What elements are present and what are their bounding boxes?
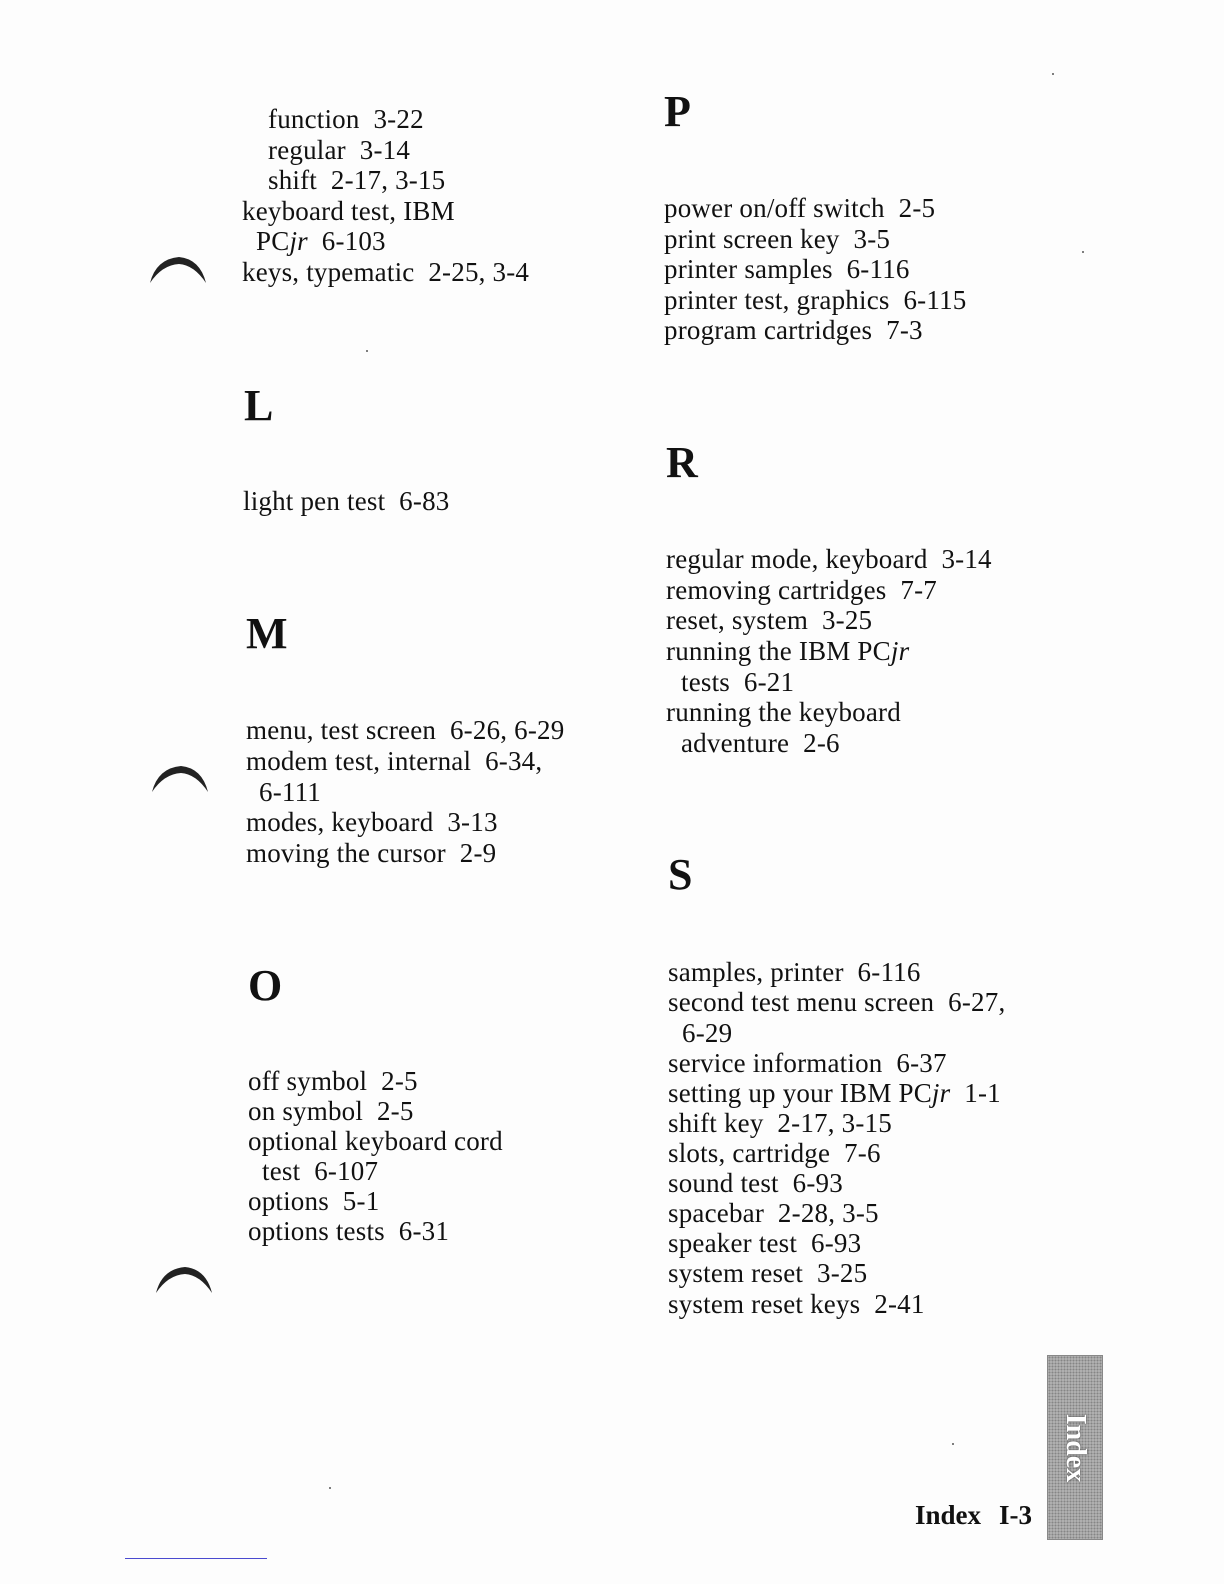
footer-section: Index — [915, 1500, 982, 1530]
speck — [329, 1487, 331, 1489]
index-entry: PCjr 6-103 — [256, 226, 386, 256]
index-entry: keyboard test, IBM — [242, 196, 455, 226]
index-entry: 6-111 — [259, 777, 321, 807]
index-entry: spacebar 2-28, 3-5 — [668, 1198, 879, 1228]
index-entry: samples, printer 6-116 — [668, 957, 921, 987]
index-entry: modes, keyboard 3-13 — [246, 807, 498, 837]
index-entry: shift key 2-17, 3-15 — [668, 1108, 892, 1138]
index-entry: test 6-107 — [262, 1156, 379, 1186]
index-entry: reset, system 3-25 — [666, 605, 873, 635]
page-footer — [915, 1500, 1032, 1530]
index-entry: menu, test screen 6-26, 6-29 — [246, 715, 565, 745]
index-entry: printer test, graphics 6-115 — [664, 285, 967, 315]
section-letter-r: R — [666, 438, 698, 487]
speck — [366, 350, 368, 352]
index-entry: adventure 2-6 — [681, 728, 840, 758]
speck — [1082, 251, 1084, 253]
index-entry: regular mode, keyboard 3-14 — [666, 544, 992, 574]
index-entry: printer samples 6-116 — [664, 254, 910, 284]
section-letter-s: S — [668, 850, 693, 899]
index-entry: speaker test 6-93 — [668, 1228, 862, 1258]
speck — [1052, 73, 1054, 75]
index-entry: light pen test 6-83 — [243, 486, 450, 516]
index-entry: tests 6-21 — [681, 667, 795, 697]
index-tab-label: Index — [1060, 1413, 1091, 1482]
index-entry: 6-29 — [682, 1018, 733, 1048]
scan-underline — [125, 1558, 267, 1559]
index-entry: off symbol 2-5 — [248, 1066, 418, 1096]
index-entry: removing cartridges 7-7 — [666, 575, 937, 605]
index-entry: running the IBM PCjr — [666, 636, 910, 666]
section-letter-p: P — [664, 87, 691, 136]
index-entry: moving the cursor 2-9 — [246, 838, 497, 868]
index-entry: optional keyboard cord — [248, 1126, 503, 1156]
index-entry: print screen key 3-5 — [664, 224, 891, 254]
index-entry: program cartridges 7-3 — [664, 315, 923, 345]
speck — [952, 1443, 954, 1445]
index-entry: second test menu screen 6-27, — [668, 987, 1006, 1017]
index-entry: system reset keys 2-41 — [668, 1289, 925, 1319]
index-entry: options 5-1 — [248, 1186, 380, 1216]
section-letter-l: L — [244, 381, 274, 430]
section-letter-m: M — [246, 609, 288, 658]
index-tab — [1047, 1355, 1103, 1540]
index-entry: running the keyboard — [666, 697, 901, 727]
index-entry: power on/off switch 2-5 — [664, 193, 936, 223]
index-entry: function 3-22 — [268, 104, 424, 134]
index-entry: modem test, internal 6-34, — [246, 746, 543, 776]
binder-hole-icon — [148, 255, 210, 285]
page-number: I-3 — [999, 1500, 1033, 1530]
index-entry: slots, cartridge 7-6 — [668, 1138, 881, 1168]
index-entry: keys, typematic 2-25, 3-4 — [242, 257, 530, 287]
binder-hole-icon — [150, 764, 212, 794]
index-entry: system reset 3-25 — [668, 1258, 868, 1288]
index-entry: regular 3-14 — [268, 135, 411, 165]
binder-hole-icon — [154, 1265, 216, 1295]
index-entry: options tests 6-31 — [248, 1216, 450, 1246]
index-entry: on symbol 2-5 — [248, 1096, 414, 1126]
index-entry: setting up your IBM PCjr 1-1 — [668, 1078, 1001, 1108]
index-entry: sound test 6-93 — [668, 1168, 843, 1198]
section-letter-o: O — [248, 961, 283, 1010]
index-entry: service information 6-37 — [668, 1048, 947, 1078]
index-entry: shift 2-17, 3-15 — [268, 165, 446, 195]
